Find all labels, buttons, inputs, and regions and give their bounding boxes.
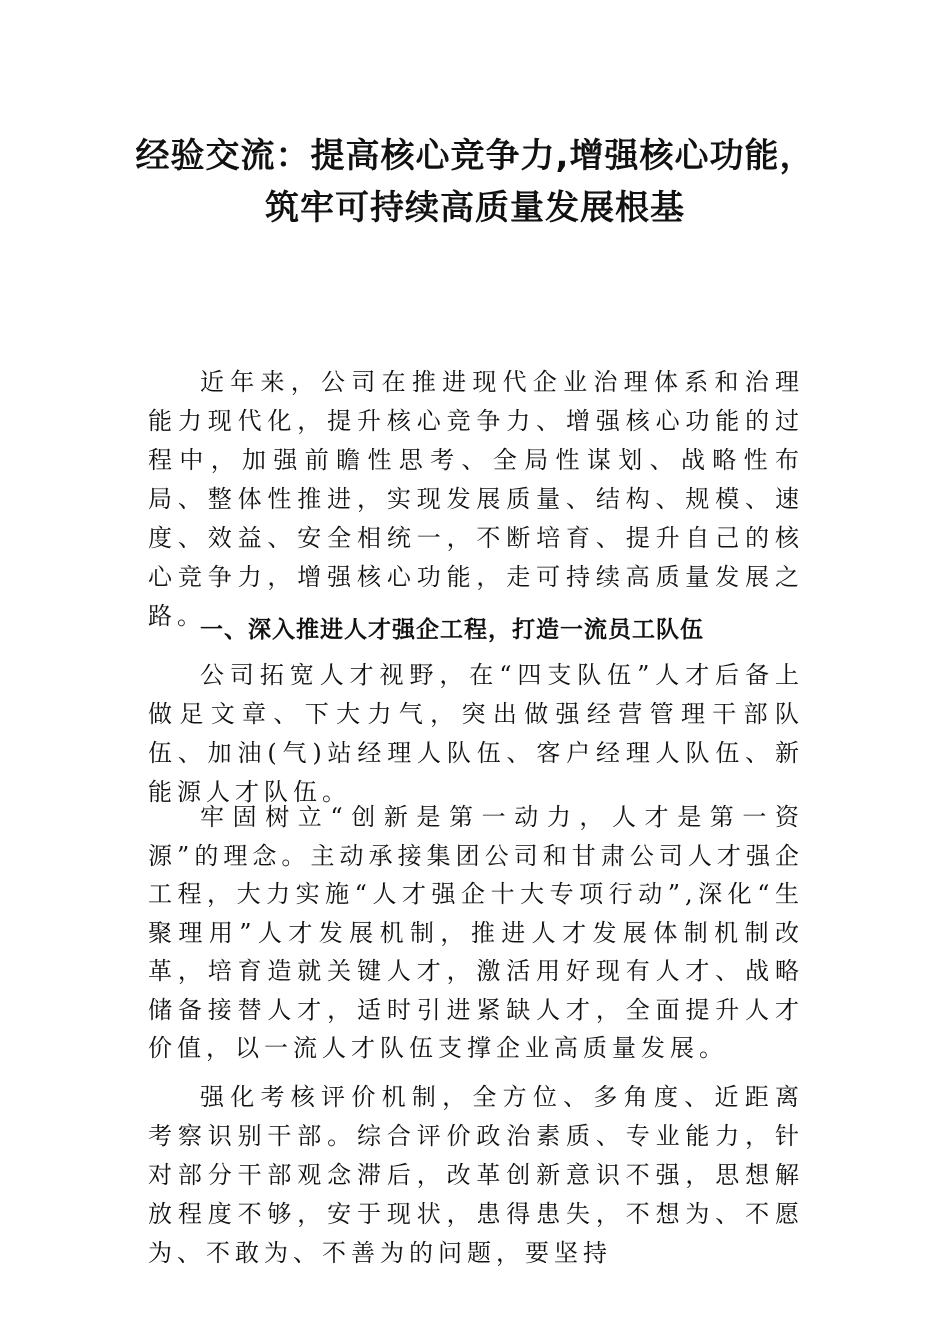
document-title-line-2: 筑牢可持续高质量发展根基	[265, 188, 685, 228]
paragraph-intro: 近年来，公司在推进现代企业治理体系和治理能力现代化，提升核心竞争力、增强核心功能的过程中，加强前瞻性思考、全局性谋划、战略性布局、整体性推进，实现发展质量、结构、规模、速度、效益、安全相统一，不断培育、提升自己的核心竞争力，增强核心功能，走可持续高质量发展之路。	[148, 368, 804, 630]
paragraph-talent-concept: 牢固树立“创新是第一动力，人才是第一资源”的理念。主动承接集团公司和甘肃公司人才强企工程，大力实施“人才强企十大专项行动”,深化“生聚理用”人才发展机制，推进人才发展体制机制改革，培育造就关键人才，激活用好现有人才、战略储备接替人才，适时引进紧缺人才，全面提升人才价值，以一流人才队伍支撑企业高质量发展。	[148, 803, 804, 1062]
document-title-line-1: 经验交流：提高核心竞争力,增强核心功能，	[135, 136, 815, 176]
paragraph-evaluation: 强化考核评价机制，全方位、多角度、近距离考察识别干部。综合评价政治素质、专业能力，针对部分干部观念滞后，改革创新意识不强，思想解放程度不够，安于现状，患得患失，不想为、不愿为、不敢为、不善为的问题，要坚持	[148, 1083, 804, 1267]
paragraph-talent-vision: 公司拓宽人才视野，在“四支队伍”人才后备上做足文章、下大力气，突出做强经营管理干部队伍、加油(气)站经理人队伍、客户经理人队伍、新能源人才队伍。	[148, 661, 804, 806]
section-heading-1: 一、深入推进人才强企工程，打造一流员工队伍	[200, 617, 704, 643]
